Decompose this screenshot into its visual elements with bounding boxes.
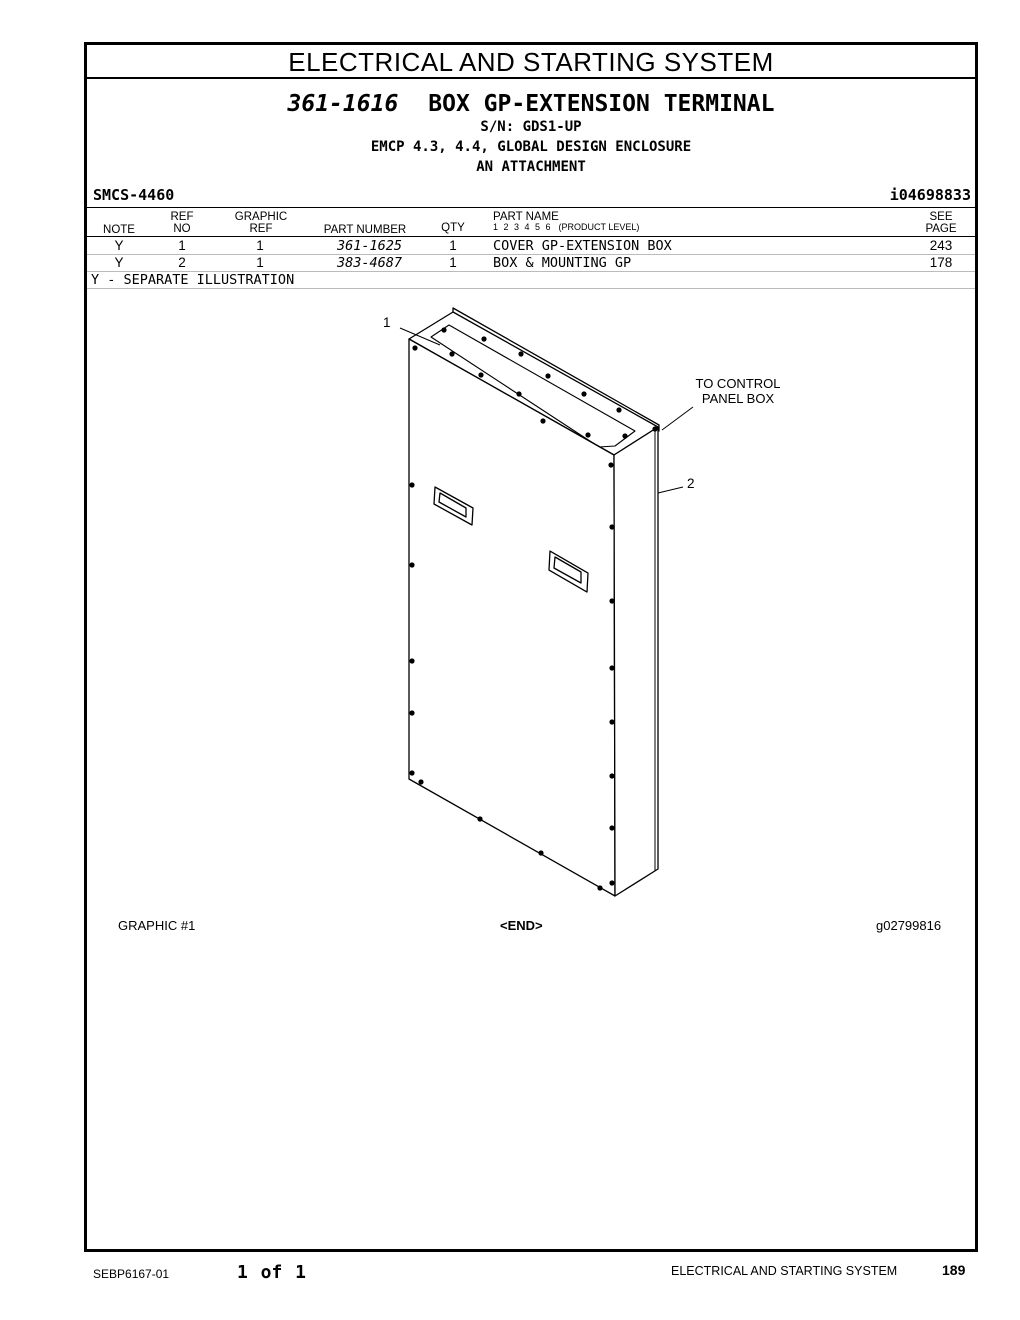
to-control-line2: PANEL BOX <box>701 391 775 406</box>
row1-note: Y <box>114 238 124 253</box>
row2-qty: 1 <box>449 255 457 270</box>
group-name: BOX GP-EXTENSION TERMINAL <box>428 91 775 117</box>
note-legend: Y - SEPARATE ILLUSTRATION <box>91 272 295 288</box>
row1-part-number[interactable]: 361-1625 <box>337 238 403 254</box>
to-control-panel-label <box>683 376 793 406</box>
box-illustration <box>87 45 975 1249</box>
row2-ref-no: 2 <box>178 255 186 270</box>
header-product-level-label: (PRODUCT LEVEL) <box>558 222 640 232</box>
to-control-line1: TO CONTROL <box>695 376 781 391</box>
callout-1: 1 <box>383 315 391 330</box>
row1-see-page[interactable]: 243 <box>929 238 953 253</box>
row1-part-name: COVER GP-EXTENSION BOX <box>493 238 672 254</box>
section-title: ELECTRICAL AND STARTING SYSTEM <box>87 45 975 79</box>
page-of: 1 of 1 <box>237 1262 307 1283</box>
header-ref-no-line2: NO <box>173 223 191 235</box>
group-part-number: 361-1616 <box>287 91 399 117</box>
header-qty: QTY <box>441 222 465 234</box>
graphic-id: g02799816 <box>876 918 942 933</box>
row1-ref-no: 1 <box>178 238 186 253</box>
row2-part-name: BOX & MOUNTING GP <box>493 255 632 271</box>
graphic-label: GRAPHIC #1 <box>118 918 196 933</box>
header-part-number: PART NUMBER <box>323 224 407 236</box>
row2-note: Y <box>114 255 124 270</box>
header-graphic-ref-line1: GRAPHIC <box>234 211 288 223</box>
row2-graphic-ref: 1 <box>256 255 264 270</box>
row1-graphic-ref: 1 <box>256 238 264 253</box>
smcs-code: SMCS-4460 <box>93 186 175 204</box>
header-see-page-line2: PAGE <box>925 223 957 235</box>
serial-number: S/N: GDS1-UP <box>480 119 582 135</box>
callout-2: 2 <box>687 476 695 491</box>
row1-qty: 1 <box>449 238 457 253</box>
illustration-id: i04698833 <box>889 186 971 204</box>
doc-number: SEBP6167-01 <box>93 1267 170 1281</box>
end-label: <END> <box>500 918 543 933</box>
footer-section: ELECTRICAL AND STARTING SYSTEM <box>671 1264 898 1278</box>
group-description: EMCP 4.3, 4.4, GLOBAL DESIGN ENCLOSURE <box>370 139 692 155</box>
leader-to-control <box>662 407 693 430</box>
header-level-numbers: 1 2 3 4 5 6 <box>493 222 551 232</box>
header-part-name: PART NAME <box>493 211 559 223</box>
row2-see-page[interactable]: 178 <box>929 255 953 270</box>
header-graphic-ref-line2: REF <box>249 223 273 235</box>
page-number: 189 <box>942 1262 966 1278</box>
row2-part-number[interactable]: 383-4687 <box>337 255 403 271</box>
header-note: NOTE <box>103 224 135 236</box>
leader-2 <box>658 487 683 493</box>
header-see-page-line1: SEE <box>929 211 953 223</box>
header-ref-no-line1: REF <box>170 211 194 223</box>
box-side-face <box>614 427 658 896</box>
page-frame <box>84 42 978 1252</box>
attachment-label: AN ATTACHMENT <box>476 159 586 175</box>
